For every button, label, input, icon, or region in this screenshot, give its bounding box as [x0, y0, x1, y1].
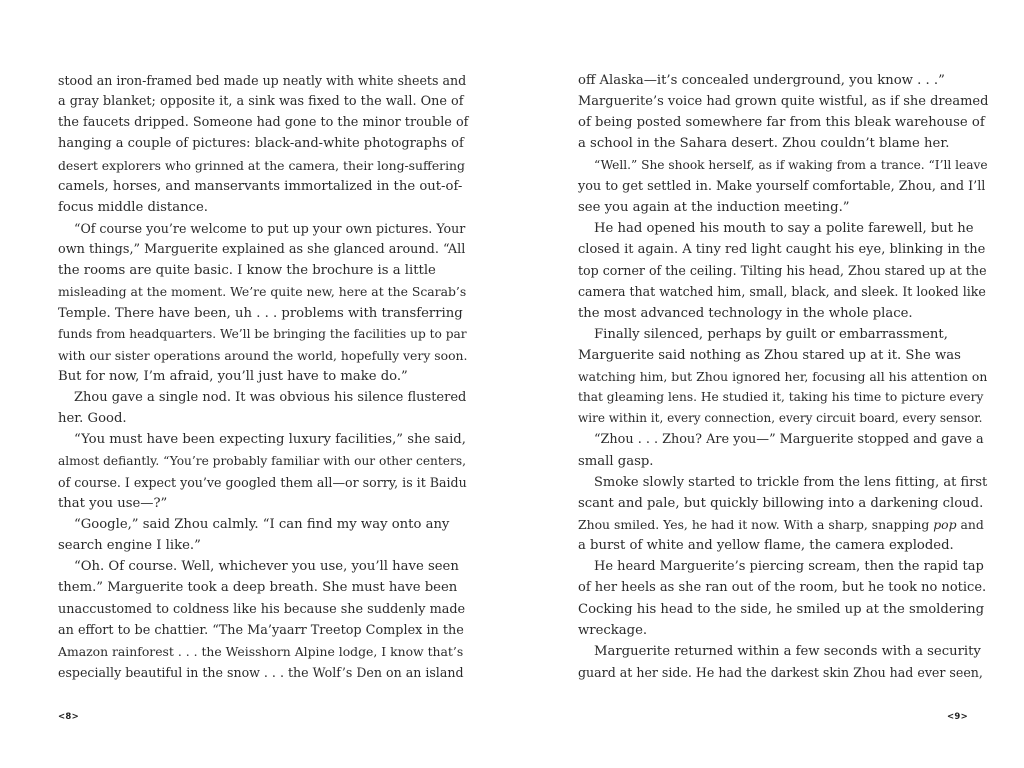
text-line: closed it again. A tiny red light caught his eye, blinking in the — [578, 242, 986, 258]
text-line: the rooms are quite basic. I know the brochure is a little — [58, 263, 436, 279]
text-line: guard at her side. He had the darkest skin Zhou had ever seen, — [578, 664, 983, 680]
page-number-right: <9> — [947, 712, 969, 722]
text-line: Marguerite’s voice had grown quite wistful, as if she dreamed — [578, 94, 989, 110]
text-line: them.” Marguerite took a deep breath. She must have been — [58, 580, 458, 596]
text-line: Zhou gave a single nod. It was obvious his silence flustered — [74, 390, 467, 406]
text-line: “Well.” She shook herself, as if waking from a trance. “I’ll leave — [594, 157, 988, 172]
text-line: funds from headquarters. We’ll be bringing the facilities up to par — [58, 326, 467, 341]
text-line: of course. I expect you’ve googled them all—or sorry, is it Baidu — [58, 474, 467, 490]
text-line: the most advanced technology in the whole place. — [578, 305, 913, 321]
right-page-text — [578, 70, 988, 683]
text-line: “Of course you’re welcome to put up your own pictures. Your — [74, 220, 466, 236]
text-line: “Oh. Of course. Well, whichever you use, you’ll have seen — [74, 559, 459, 575]
left-page-text — [58, 70, 468, 683]
text-line: a burst of white and yellow flame, the camera exploded. — [578, 538, 954, 554]
text-line: especially beautiful in the snow . . . the Wolf’s Den on an island — [58, 664, 464, 680]
text-line: top corner of the ceiling. Tilting his head, Zhou stared up at the — [578, 263, 987, 279]
text-line: Smoke slowly started to trickle from the lens fitting, at first — [594, 474, 988, 490]
text-line: “Zhou . . . Zhou? Are you—” Marguerite stopped and gave a — [594, 432, 984, 448]
text-line: search engine I like.” — [58, 538, 201, 554]
text-line: that gleaming lens. He studied it, taking his time to picture every — [578, 390, 984, 405]
text-line: the faucets dripped. Someone had gone to the minor trouble of — [58, 115, 469, 131]
text-line: camels, horses, and manservants immortalized in the out-of- — [58, 178, 463, 194]
text-line: hanging a couple of pictures: black-and-white photographs of — [58, 136, 464, 152]
text-line: watching him, but Zhou ignored her, focusing all his attention on — [578, 368, 988, 384]
text-line: stood an iron-framed bed made up neatly with white sheets and — [58, 73, 467, 88]
text-line: of her heels as she ran out of the room, but he took no notice. — [578, 580, 987, 596]
text-line: Marguerite returned within a few seconds with a security — [594, 643, 981, 659]
text-line: own things,” Marguerite explained as she glanced around. “All — [58, 242, 466, 258]
text-line: small gasp. — [578, 453, 654, 469]
text-line: see you again at the induction meeting.” — [578, 199, 850, 215]
text-line: He heard Marguerite’s piercing scream, then the rapid tap — [594, 559, 984, 575]
text-line: with our sister operations around the world, hopefully very soon. — [58, 347, 468, 363]
page-number-left: <8> — [58, 712, 80, 722]
text-line: “You must have been expecting luxury facilities,” she said, — [74, 432, 466, 448]
text-line: wreckage. — [578, 622, 648, 638]
text-line: desert explorers who grinned at the camera, their long-suffering — [58, 157, 465, 173]
right-page — [512, 0, 1024, 768]
text-line: you to get settled in. Make yourself comfortable, Zhou, and I’ll — [578, 178, 986, 194]
text-line: a gray blanket; opposite it, a sink was fixed to the wall. One of — [58, 94, 464, 110]
text-line: that you use—?” — [58, 495, 168, 511]
text-line: Amazon rainforest . . . the Weisshorn Alpine lodge, I know that’s — [58, 643, 464, 659]
text-line: Marguerite said nothing as Zhou stared up at it. She was — [578, 347, 961, 363]
text-line: of being posted somewhere far from this bleak warehouse of — [578, 115, 985, 131]
text-line: almost defiantly. “You’re probably familiar with our other centers, — [58, 453, 466, 468]
text-line: a school in the Sahara desert. Zhou couldn’t blame her. — [578, 136, 950, 152]
text-line: Zhou smiled. Yes, he had it now. With a sharp, snapping pop and — [578, 516, 984, 532]
text-line: wire within it, every connection, every circuit board, every sensor. — [578, 411, 983, 426]
text-line: focus middle distance. — [58, 199, 208, 215]
text-line: her. Good. — [58, 411, 127, 427]
text-line: camera that watched him, small, black, and sleek. It looked like — [578, 284, 986, 300]
text-line: an effort to be chattier. “The Ma’yaarr Treetop Complex in the — [58, 622, 464, 638]
text-line: off Alaska—it’s concealed underground, you know . . .” — [578, 73, 945, 88]
text-line: But for now, I’m afraid, you’ll just have to make do.” — [58, 368, 408, 384]
text-line: Finally silenced, perhaps by guilt or embarrassment, — [594, 326, 948, 342]
text-line: He had opened his mouth to say a polite farewell, but he — [594, 220, 974, 236]
text-line: misleading at the moment. We’re quite new, here at the Scarab’s — [58, 284, 467, 300]
text-line: scant and pale, but quickly billowing into a darkening cloud. — [578, 495, 984, 511]
text-line: Cocking his head to the side, he smiled up at the smoldering — [578, 601, 985, 617]
text-line: Temple. There have been, uh . . . problems with transferring — [58, 305, 463, 321]
text-line: “Google,” said Zhou calmly. “I can find my way onto any — [74, 516, 450, 532]
text-line: unaccustomed to coldness like his because she suddenly made — [58, 601, 466, 617]
